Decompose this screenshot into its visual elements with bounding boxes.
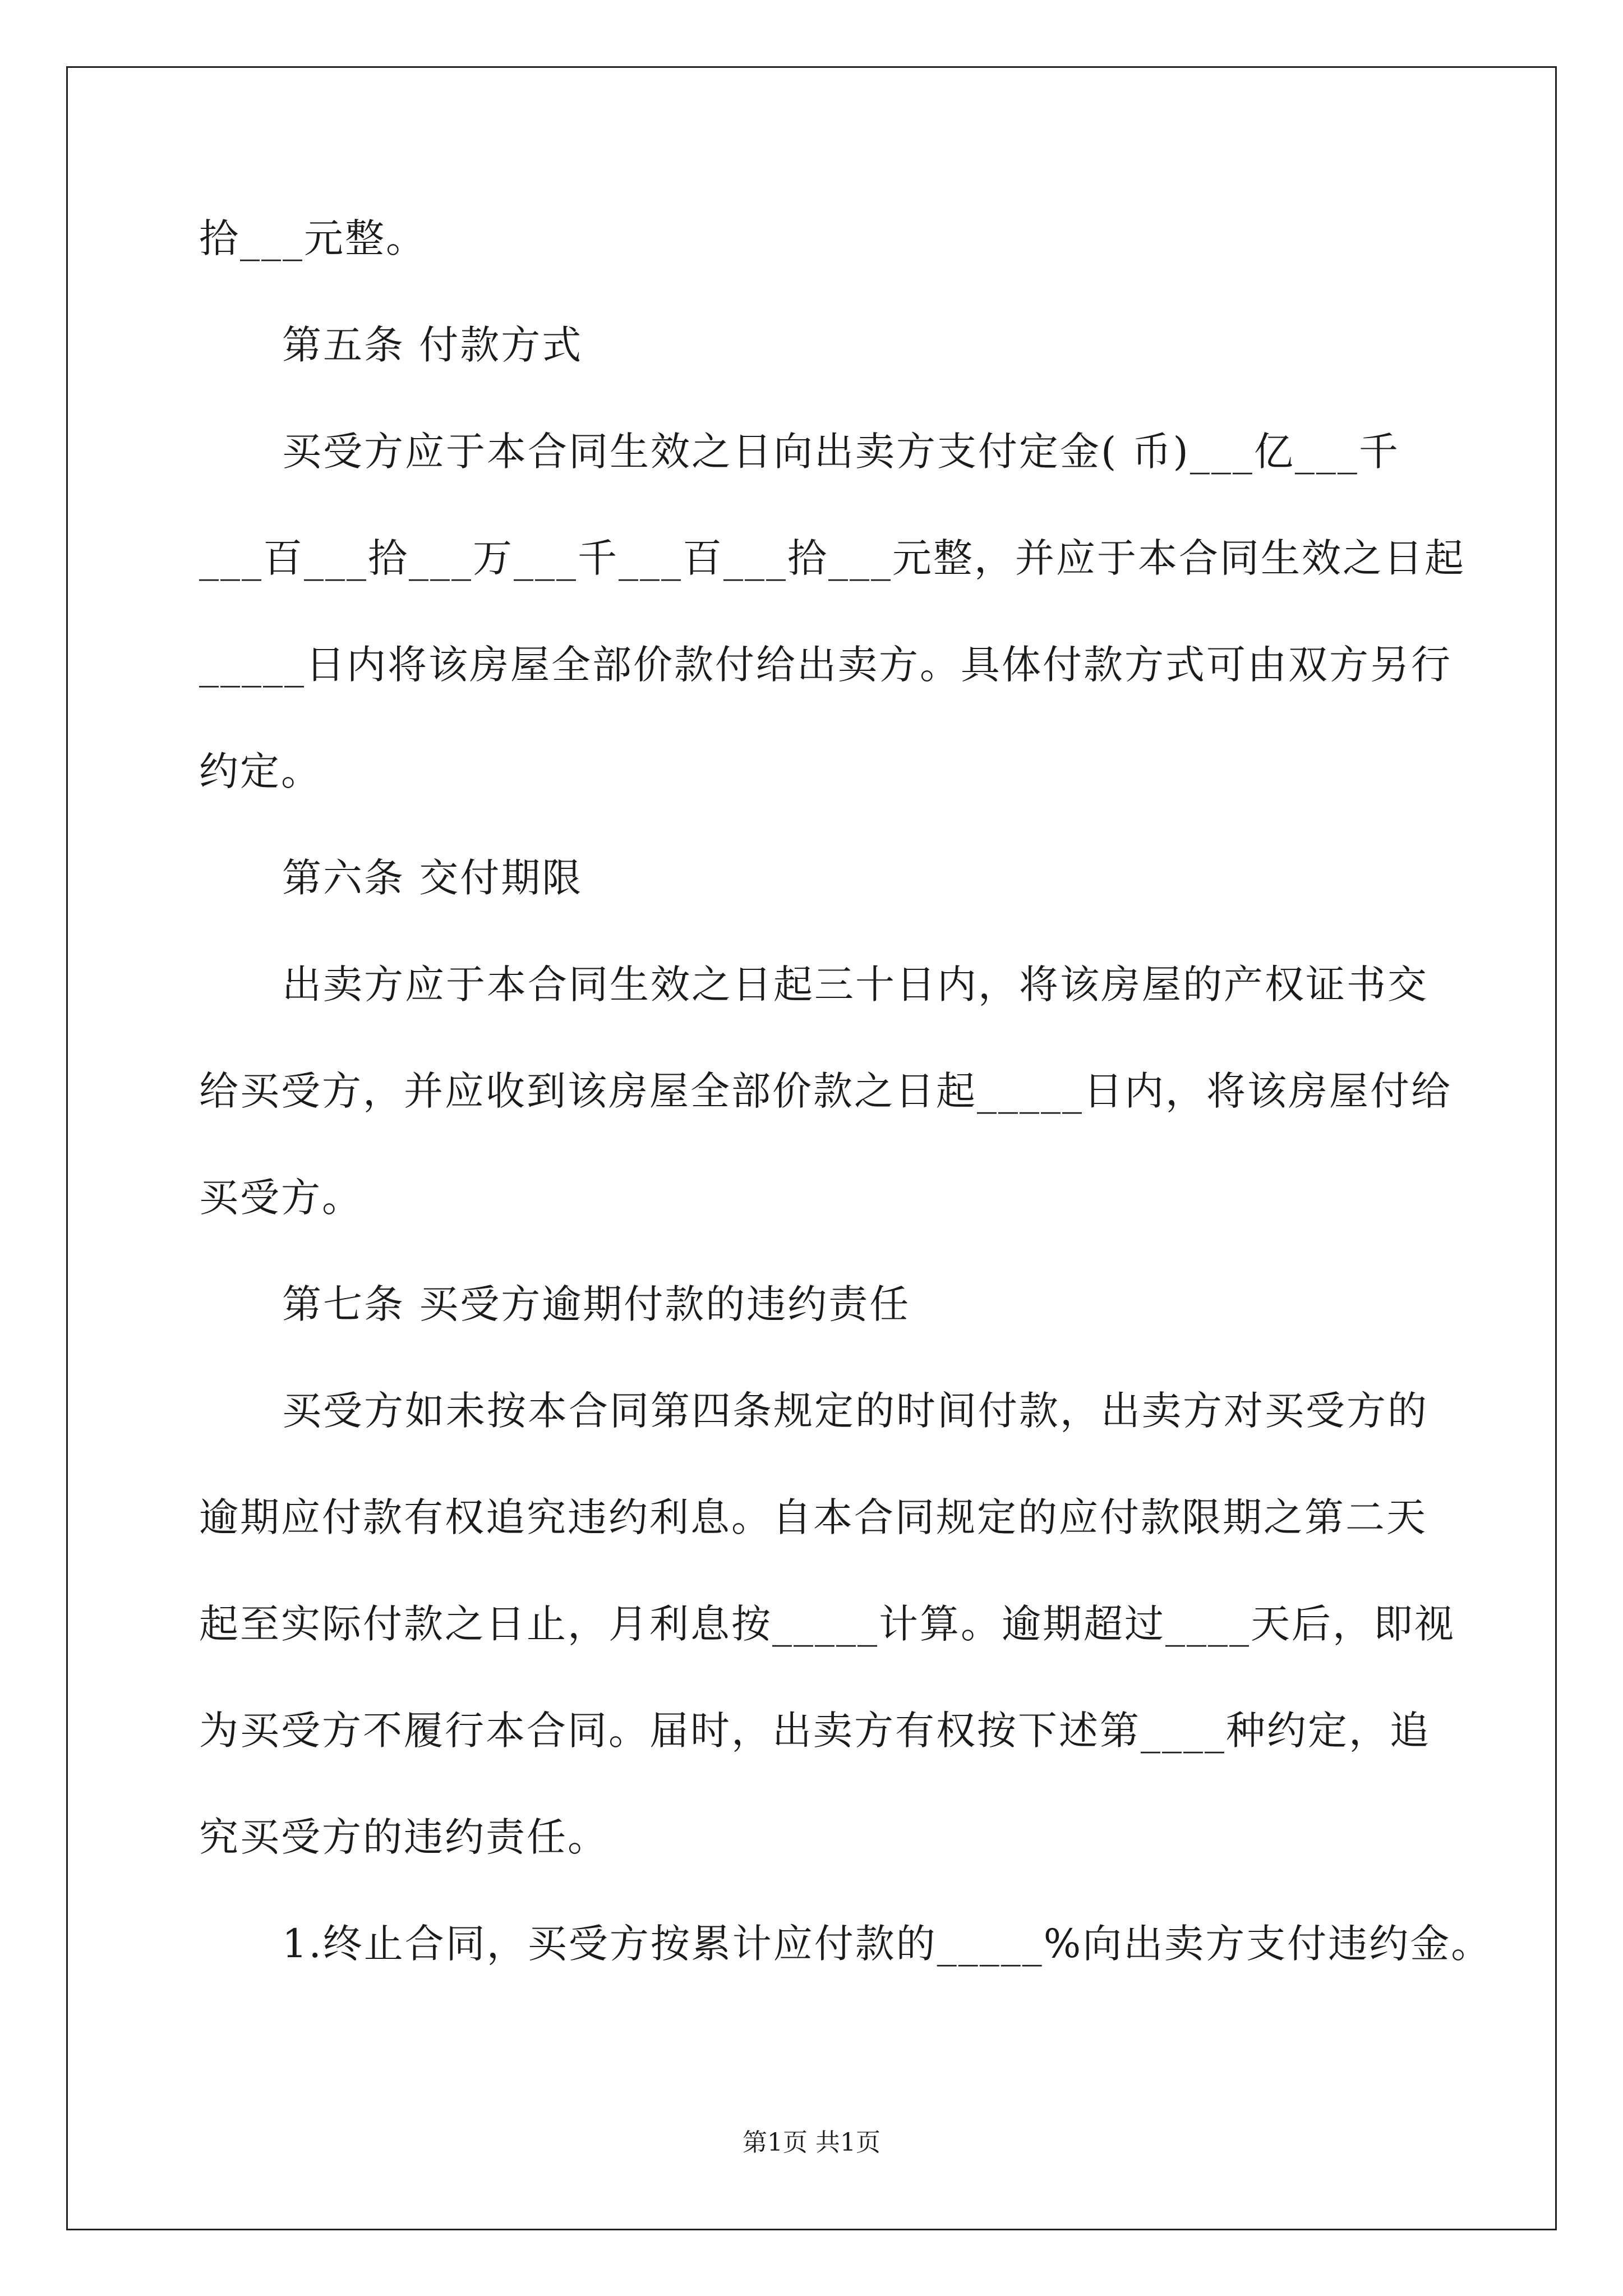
- page-border: [66, 66, 1557, 2230]
- page-footer: 第1页 共1页: [743, 2128, 880, 2157]
- text-line: 出卖方应于本合同生效之日起三十日内，将该房屋的产权证书交: [282, 961, 1428, 1007]
- text-line: 拾___元整。: [199, 215, 427, 261]
- text-line: 起至实际付款之日止，月利息按_____计算。逾期超过____天后，即视: [199, 1601, 1455, 1647]
- text-line: _____日内将该房屋全部价款付给出卖方。具体付款方式可由双方另行: [199, 642, 1452, 688]
- text-line: 给买受方，并应收到该房屋全部价款之日起_____日内，将该房屋付给: [199, 1068, 1452, 1114]
- text-line: ___百___拾___万___千___百___拾___元整，并应于本合同生效之日起: [199, 535, 1465, 581]
- text-line: 买受方。: [199, 1175, 363, 1221]
- text-line: 买受方如未按本合同第四条规定的时间付款，出卖方对买受方的: [282, 1388, 1428, 1434]
- section-heading-6: 第六条 交付期限: [282, 855, 583, 901]
- text-line: 约定。: [199, 748, 322, 794]
- list-item: 1.终止合同，买受方按累计应付款的_____%向出卖方支付违约金。: [282, 1921, 1492, 1967]
- text-line: 为买受方不履行本合同。届时，出卖方有权按下述第____种约定，追: [199, 1708, 1431, 1754]
- text-line: 究买受方的违约责任。: [199, 1814, 608, 1860]
- text-line: 逾期应付款有权追究违约利息。自本合同规定的应付款限期之第二天: [199, 1494, 1427, 1540]
- section-heading-7: 第七条 买受方逾期付款的违约责任: [282, 1281, 911, 1327]
- section-heading-5: 第五条 付款方式: [282, 322, 583, 368]
- text-line: 买受方应于本合同生效之日向出卖方支付定金( 币)___亿___千: [282, 429, 1400, 475]
